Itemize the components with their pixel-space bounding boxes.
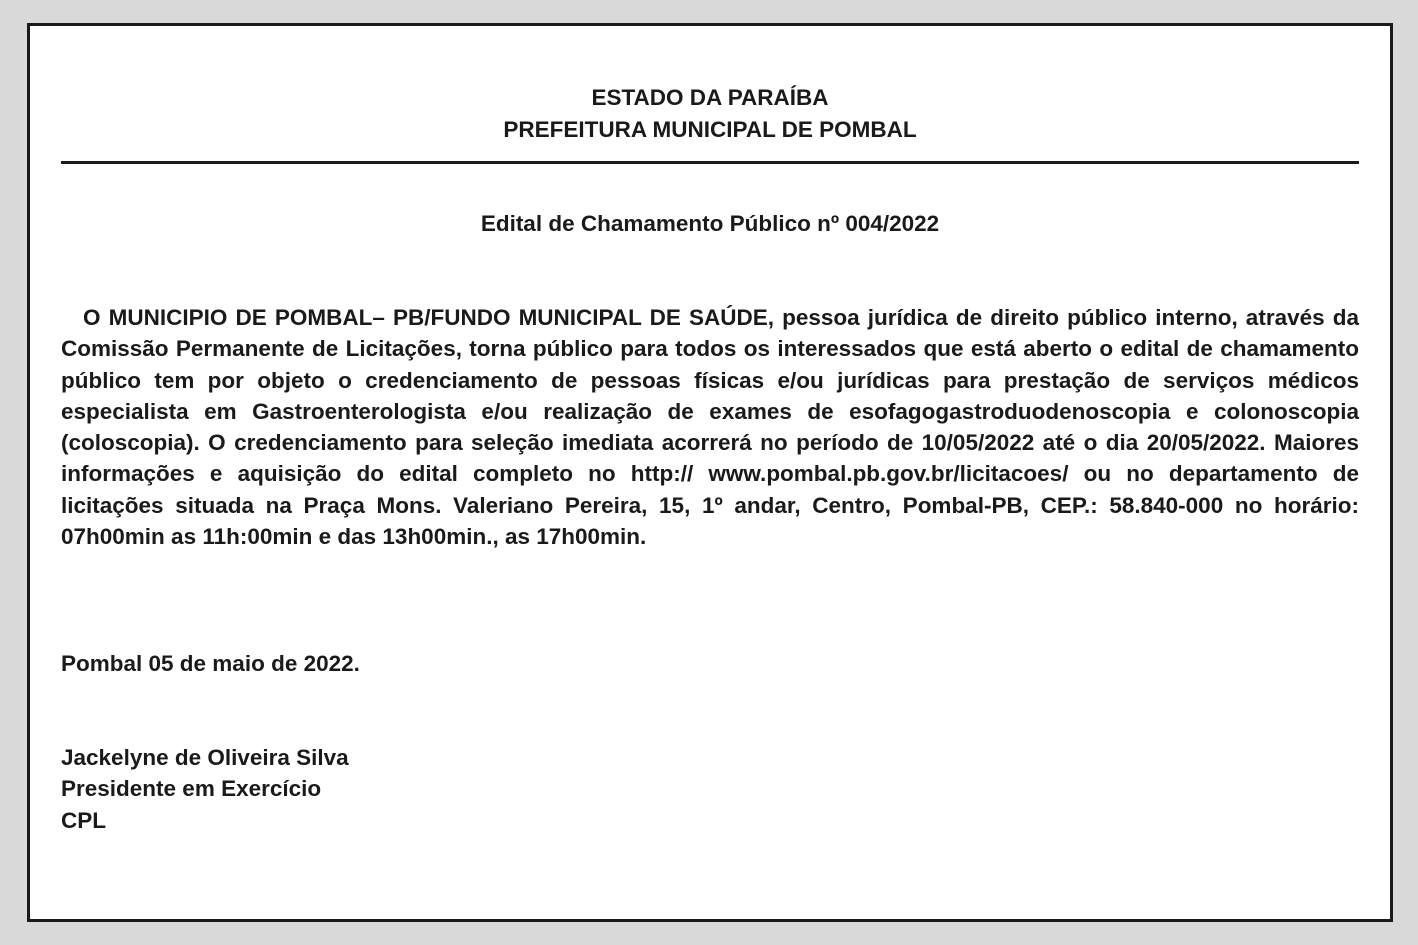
notice-title: Edital de Chamamento Público nº 004/2022 [480,211,940,236]
signatory-role: Presidente em Exercício [61,776,322,802]
public-notice-frame [27,23,1393,922]
signature-block [61,742,349,836]
signatory-unit: CPL [61,807,106,833]
place-and-date: Pombal 05 de maio de 2022. [61,651,360,676]
municipality-name: PREFEITURA MUNICIPAL DE POMBAL [503,117,917,142]
signatory-name: Jackelyne de Oliveira Silva [61,745,349,770]
notice-content [61,26,1359,919]
notice-body: O MUNICIPIO DE POMBAL– PB/FUNDO MUNICIPAL DE SAÚDE, pessoa jurídica de direito público interno, através da Comissão Permanente de Licitações, torna público para todos os interessados que está aberto o edital de chamamento público tem por objeto o credenciamento de pessoas físicas e/ou jurídicas para prestação de serviços médicos especialista em Gastroenterologista e/ou realização de exames de esofagogastroduodenoscopia e colonoscopia (coloscopia). O credenciamento para seleção imediata acorrerá no período de 10/05/2022 até o dia 20/05/2022. Maiores informações e aquisição do edital completo no http:// www.pombal.pb.gov.br/licitacoes/ ou no departamento de licitações situada na Praça Mons. Valeriano Pereira, 15, 1º andar, Centro, Pombal-PB, CEP.: 58.840-000 no horário: 07h00min as 11h:00min e das 13h00min., as 17h00min. [61,305,1359,550]
header-divider [61,161,1359,164]
notice-header [61,82,1359,146]
state-name: ESTADO DA PARAÍBA [591,85,829,110]
